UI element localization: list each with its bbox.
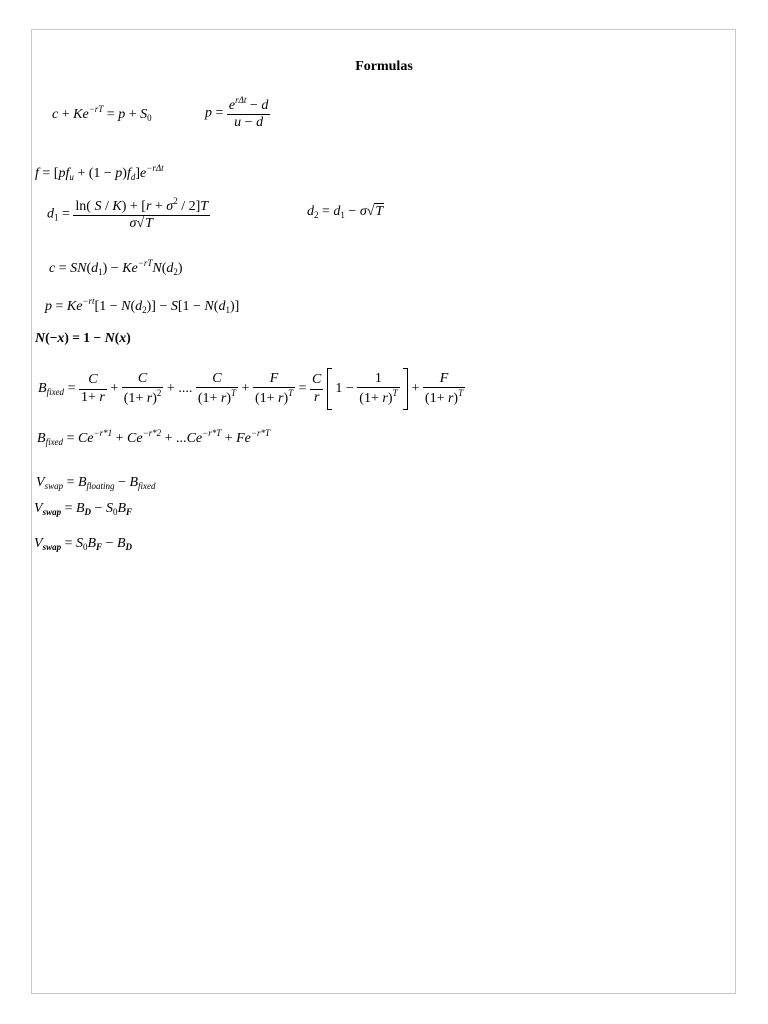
document-title: Formulas (355, 59, 413, 74)
formula-bond-fixed-discrete: $B_{fixed}$ = $\frac{C}{1+ r}$ + $\frac{C}{(1+ r)^2}$ + .... $\frac{C}{(1+ r)^T}$ + $\frac{F}{(1+ r)^T}$ = $\frac{C}{r}$ 1 − $\frac{1}{(1+ r)^T}$ + $\frac{F}{(1+ r)^T}$ (38, 368, 465, 410)
formula-bond-fixed-continuous: $B_{fixed} = Ce^{-r*1} + Ce^{-r*2} + ...Ce^{-r*T} + Fe^{-r*T}$ (37, 428, 270, 447)
formula-binomial-value: $f = [pf_u + (1 - p)f_d]e^{-r\Delta t}$ (35, 163, 164, 182)
formula-put-call-parity: $c + Ke^{-rT} = p + S_0$ (52, 104, 152, 123)
formula-put-price: $p = Ke^{-rt}[1 - N(d_2)] - S[1 - N(d_1)]$ (45, 296, 240, 315)
formula-d2: $d_2 = d_1 - \sigma√T$ (307, 204, 384, 220)
formula-call-price: $c = SN(d_1) - Ke^{-rT}N(d_2)$ (49, 258, 183, 277)
formula-risk-neutral-probability: p = $\frac{e^{r\Delta t} - d}{u - d}$ (205, 95, 269, 131)
formula-normal-symmetry: N(−x) = 1 − N(x) (35, 330, 131, 346)
formula-currency-swap-2: $V_{swap} = S_0B_F - B_D$ (34, 536, 133, 552)
formula-currency-swap-1: $V_{swap} = B_D - S_0B_F$ (34, 501, 133, 517)
formula-swap-value-bonds: $V_{swap} = B_{floating} - B_{fixed}$ (36, 475, 156, 491)
formula-d1: $d_1$ = $\frac{\ln( S / K) + [r + \sigma^2 / 2]T}{\sigma√T}$ (47, 196, 209, 232)
